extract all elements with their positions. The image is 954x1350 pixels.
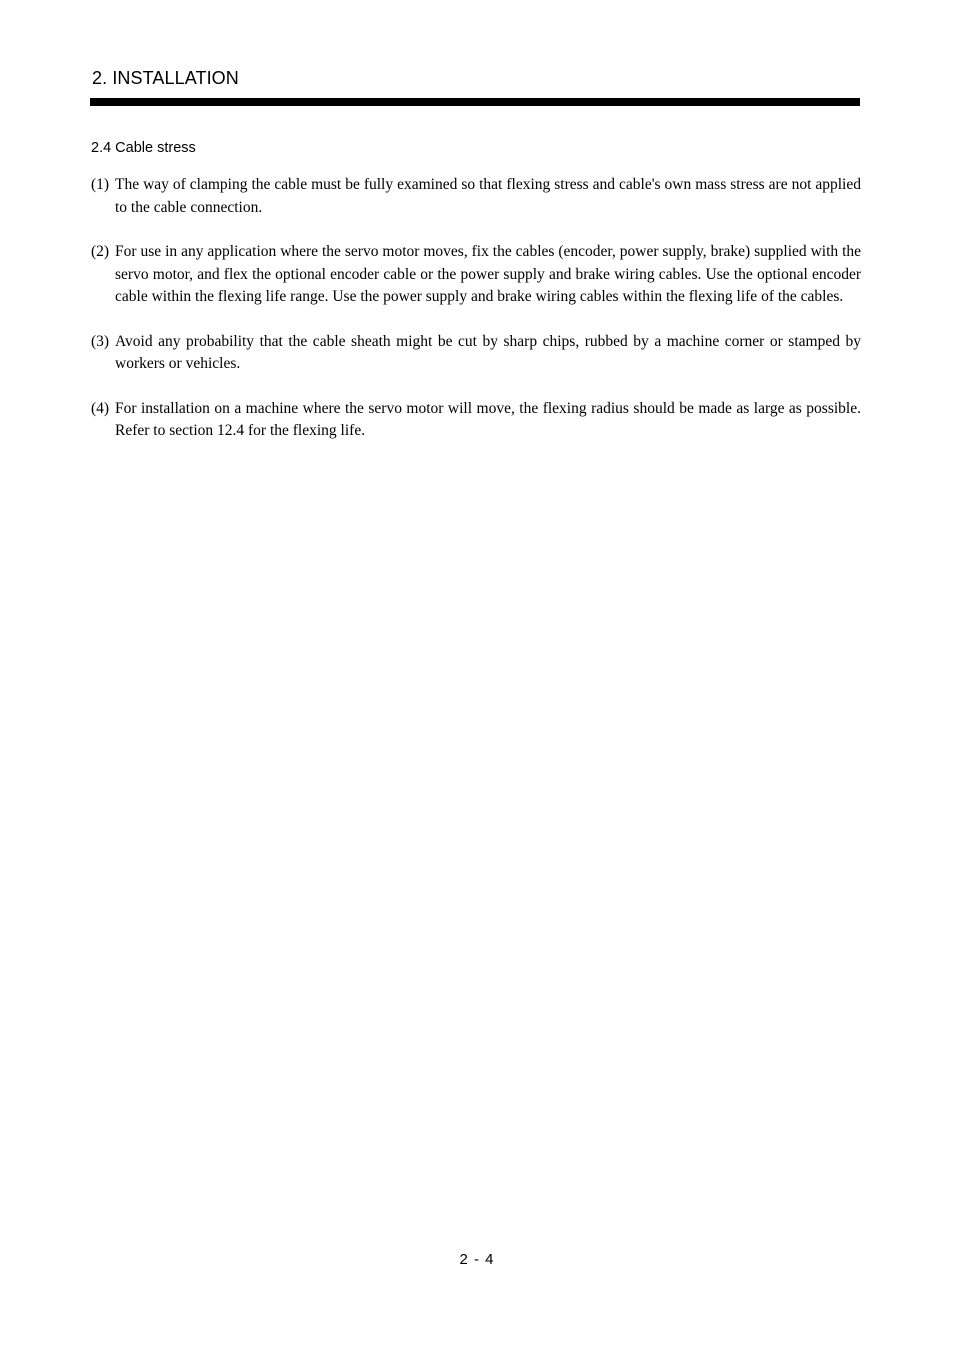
item-text: The way of clamping the cable must be fully examined so that flexing stress and cable's own mass stress are not applied to the cable connection.: [115, 176, 861, 216]
item-number: (4): [91, 399, 110, 417]
list-item-1: [91, 174, 861, 219]
chapter-title: 2. INSTALLATION: [92, 68, 239, 88]
list-item-4: [91, 398, 861, 443]
section-heading: 2.4 Cable stress: [91, 140, 196, 156]
item-number: (2): [91, 243, 110, 260]
item-text: Avoid any probability that the cable sheath might be cut by sharp chips, rubbed by a machine corner or stamped by workers or vehicles.: [115, 332, 861, 372]
header-rule: [90, 98, 860, 106]
list-item-3: [91, 331, 861, 376]
page-number: 2 - 4: [459, 1251, 495, 1268]
list-item-2: [91, 241, 861, 309]
item-number: (3): [91, 332, 110, 350]
item-list: [91, 174, 861, 465]
item-text: For installation on a machine where the servo motor will move, the flexing radius should be made as large as possible. Refer to section 12.4 for the flexing life.: [115, 399, 861, 439]
item-number: (1): [91, 176, 110, 193]
item-text: For use in any application where the servo motor moves, fix the cables (encoder, power supply, brake) supplied with the servo motor, and flex the optional encoder cable or the power supply and brake wiring cables. Use the optional encoder cable within the flexing life range. Use the power supply and brake wiring cables within the flexing life of the cables.: [115, 243, 861, 305]
